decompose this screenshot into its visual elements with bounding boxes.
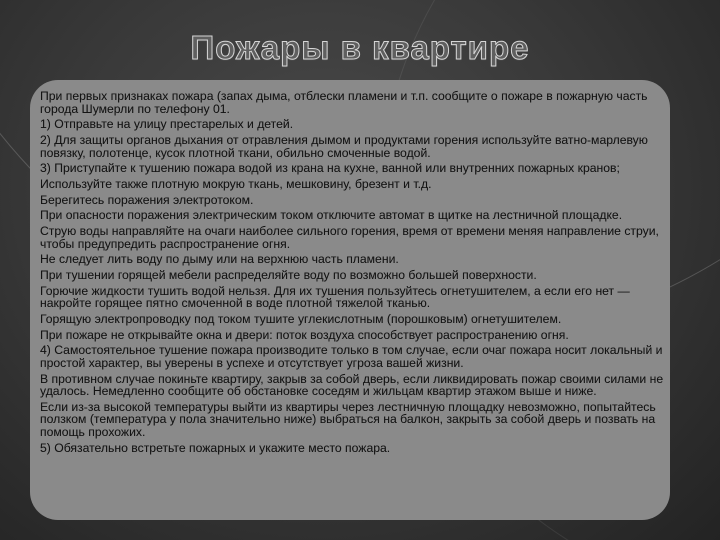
paragraph: 1) Отправьте на улицу престарелых и детей. xyxy=(40,117,294,132)
paragraph: 3) Приступайте к тушению пожара водой из крана на кухне, ванной или внутренних пожарных кранов; xyxy=(40,161,620,176)
paragraph: Горящую электропроводку под током тушите углекислотным (порошковым) огнетушителем. xyxy=(40,311,562,326)
paragraph: В противном случае покиньте квартиру, закрыв за собой дверь, если ликвидировать пожар своими силами не удалось. Немедленно сообщите об обстановке соседям и жильцам квартир этажом выше и ниже. xyxy=(40,371,664,399)
paragraph: При первых признаках пожара (запах дыма, отблески пламени и т.п. сообщите о пожаре в пожарную часть города Шумерли по телефону 01. xyxy=(40,89,648,116)
paragraph: Не следует лить воду по дыму или на верхнюю часть пламени. xyxy=(40,252,399,267)
paragraph: При опасности поражения электрическим током отключите автомат в щитке на лестничной площадке. xyxy=(40,208,623,223)
paragraph: Горючие жидкости тушить водой нельзя. Для их тушения пользуйтесь огнетушителем, а если его нет — накройте горящее пятно смоченной в воде плотной тяжелой тканью. xyxy=(40,283,630,311)
paragraph: При тушении горящей мебели распределяйте воду по возможно большей поверхности. xyxy=(40,267,537,282)
paragraph: 2) Для защиты органов дыхания от отравления дымом и продуктами горения используйте ватно-марлевую повязку, полотенце, кусок плотной ткани, обильно смоченные водой. xyxy=(40,132,648,160)
paragraph: Используйте также плотную мокрую ткань, мешковину, брезент и т.д. xyxy=(40,176,432,191)
paragraph: При пожаре не открывайте окна и двери: поток воздуха способствует распространению огня. xyxy=(40,327,569,342)
paragraph: 4) Самостоятельное тушение пожара производите только в том случае, если очаг пожара носит локальный и простой характер, вы уверены в успехе и отсутствует угроза вашей жизни. xyxy=(40,343,663,370)
paragraph: Струю воды направляйте на очаги наиболее сильного горения, время от времени меняя направление струи, чтобы предупредить распространение огня. xyxy=(40,224,659,251)
slide-body xyxy=(40,90,668,457)
paragraph: Если из-за высокой температуры выйти из квартиры через лестничную площадку невозможно, попытайтесь ползком (температура у пола значительно ниже) выбраться на балкон, закрыть за собой дверь и позвать на помощь прохожих. xyxy=(40,399,656,440)
paragraph: Берегитесь поражения электротоком. xyxy=(40,192,254,207)
paragraph: 5) Обязательно встретьте пожарных и укажите место пожара. xyxy=(40,440,391,455)
slide-title: Пожары в квартире xyxy=(190,29,530,66)
